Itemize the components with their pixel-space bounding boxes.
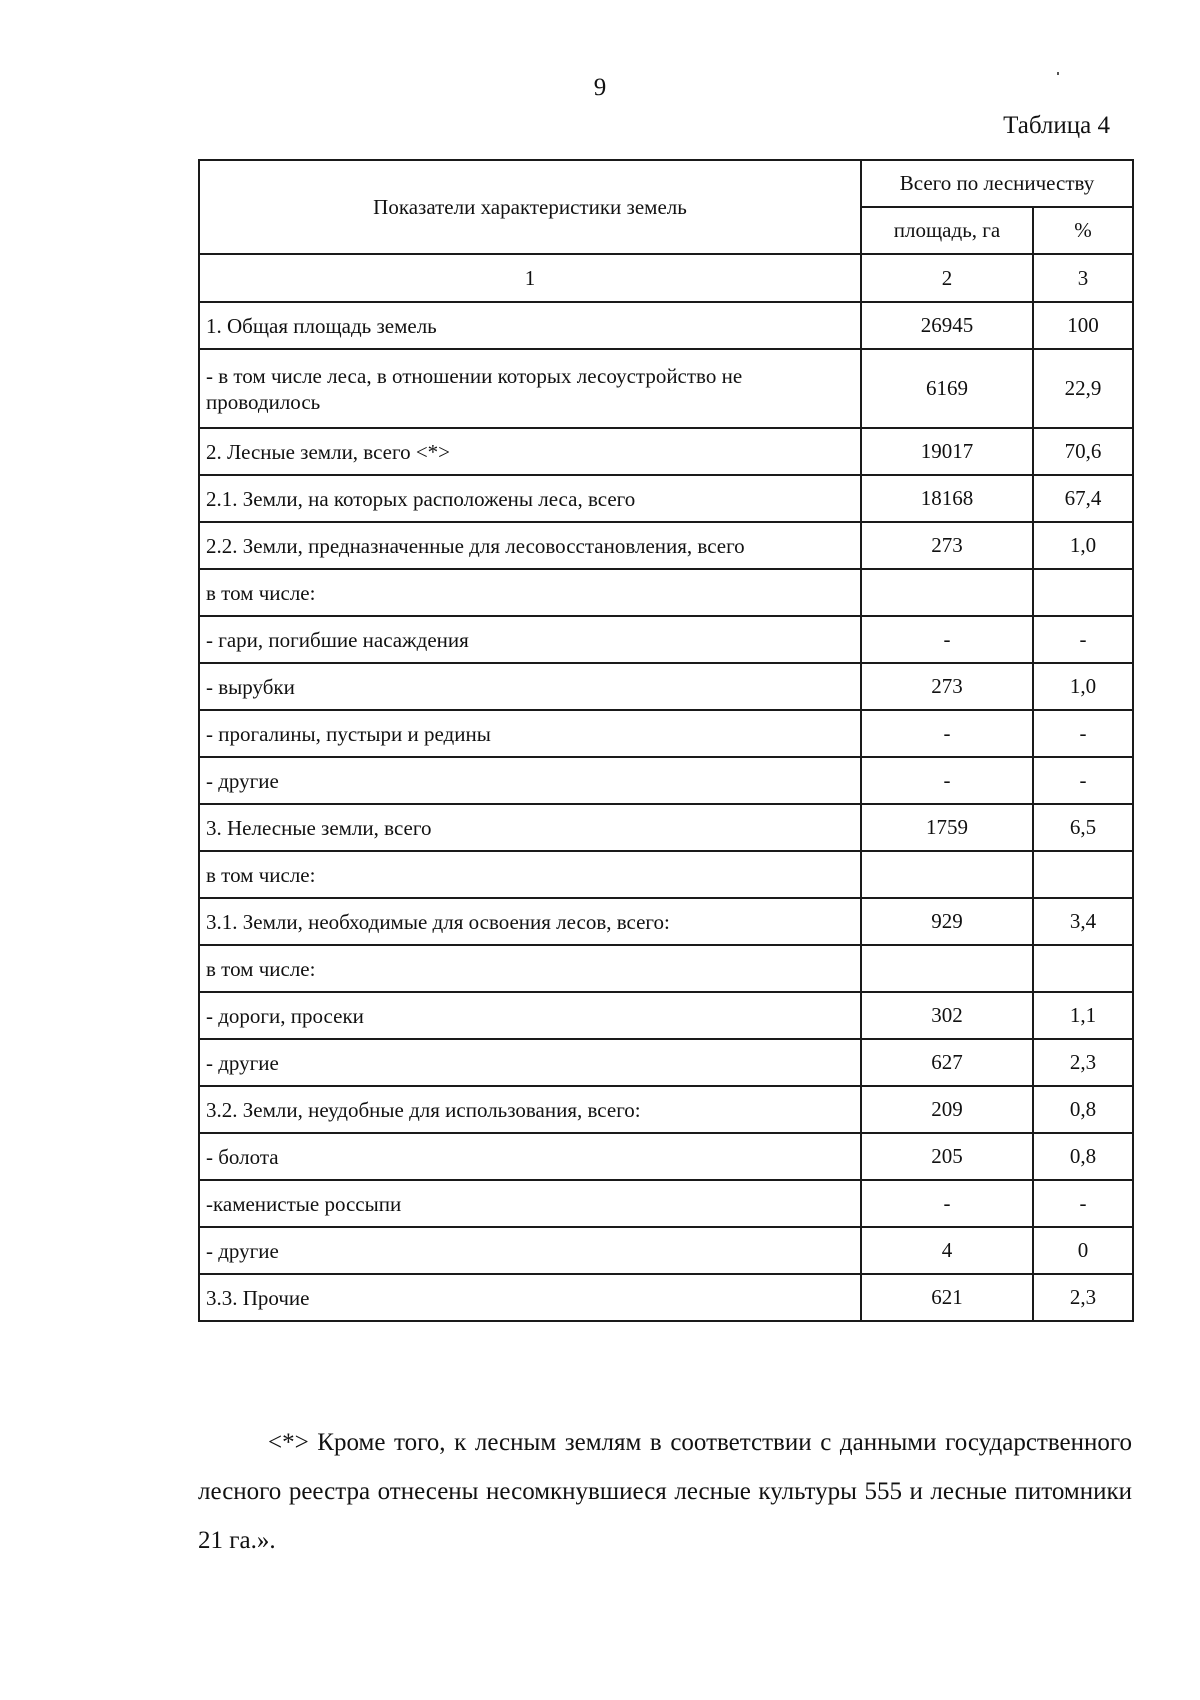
row-label: - другие (199, 757, 861, 804)
row-area: - (861, 757, 1033, 804)
row-area: 273 (861, 522, 1033, 569)
row-percent: 67,4 (1033, 475, 1133, 522)
row-percent: 0,8 (1033, 1133, 1133, 1180)
row-area: - (861, 710, 1033, 757)
table-row (199, 475, 1133, 522)
row-label: - дороги, просеки (199, 992, 861, 1039)
footnote: <*> Кроме того, к лесным землям в соответствии с данными государственного лесного реестра отнесены несомкнувшиеся лесные культуры 555 и лесные питомники 21 га.». (198, 1429, 1132, 1554)
row-percent: 22,9 (1033, 349, 1133, 428)
table-row (199, 945, 1133, 992)
table-row (199, 349, 1133, 428)
table-row (199, 302, 1133, 349)
row-label: 3. Нелесные земли, всего (199, 804, 861, 851)
row-label: 1. Общая площадь земель (199, 302, 861, 349)
row-area: 19017 (861, 428, 1033, 475)
table-row (199, 522, 1133, 569)
row-label: 2.1. Земли, на которых расположены леса, всего (199, 475, 861, 522)
row-area: 273 (861, 663, 1033, 710)
row-percent: 2,3 (1033, 1039, 1133, 1086)
table-row (199, 804, 1133, 851)
header-percent: % (1033, 207, 1133, 254)
row-label: -каменистые россыпи (199, 1180, 861, 1227)
row-label: 3.2. Земли, неудобные для использования, всего: (199, 1086, 861, 1133)
table-row (199, 1133, 1133, 1180)
row-area: 6169 (861, 349, 1033, 428)
row-area: 929 (861, 898, 1033, 945)
row-label: в том числе: (199, 851, 861, 898)
row-area: 4 (861, 1227, 1033, 1274)
row-percent: 1,0 (1033, 663, 1133, 710)
row-percent (1033, 851, 1133, 898)
row-percent: 6,5 (1033, 804, 1133, 851)
table-row (199, 710, 1133, 757)
row-percent: 3,4 (1033, 898, 1133, 945)
row-percent: 0 (1033, 1227, 1133, 1274)
row-label: 2.2. Земли, предназначенные для лесовосстановления, всего (199, 522, 861, 569)
table-row (199, 898, 1133, 945)
row-percent: - (1033, 757, 1133, 804)
row-label: - другие (199, 1039, 861, 1086)
header-indicator: Показатели характеристики земель (199, 160, 861, 254)
row-area: 302 (861, 992, 1033, 1039)
header-forestry-total: Всего по лесничеству (861, 160, 1133, 207)
table-row (199, 616, 1133, 663)
row-label: - болота (199, 1133, 861, 1180)
row-percent: 70,6 (1033, 428, 1133, 475)
row-percent: 100 (1033, 302, 1133, 349)
column-number: 2 (861, 254, 1033, 302)
row-percent: - (1033, 1180, 1133, 1227)
row-percent: - (1033, 616, 1133, 663)
table-row (199, 569, 1133, 616)
row-label: - вырубки (199, 663, 861, 710)
row-percent: 2,3 (1033, 1274, 1133, 1321)
row-area: 18168 (861, 475, 1033, 522)
column-number: 1 (199, 254, 861, 302)
row-percent: 1,0 (1033, 522, 1133, 569)
row-area: 1759 (861, 804, 1033, 851)
table-body (199, 302, 1133, 1321)
header-area: площадь, га (861, 207, 1033, 254)
table-row (199, 1086, 1133, 1133)
row-label: - гари, погибшие насаждения (199, 616, 861, 663)
row-label: - прогалины, пустыри и редины (199, 710, 861, 757)
row-area: 26945 (861, 302, 1033, 349)
page-number: 9 (593, 74, 607, 101)
row-label: 3.1. Земли, необходимые для освоения лесов, всего: (199, 898, 861, 945)
row-area: 621 (861, 1274, 1033, 1321)
row-percent: 1,1 (1033, 992, 1133, 1039)
table-header (199, 160, 1133, 302)
row-label: 2. Лесные земли, всего <*> (199, 428, 861, 475)
row-label: в том числе: (199, 945, 861, 992)
row-percent (1033, 945, 1133, 992)
row-label: - другие (199, 1227, 861, 1274)
row-area (861, 569, 1033, 616)
table-row (199, 992, 1133, 1039)
row-label: в том числе: (199, 569, 861, 616)
row-percent: - (1033, 710, 1133, 757)
row-area: 205 (861, 1133, 1033, 1180)
table-row (199, 851, 1133, 898)
table-row (199, 1274, 1133, 1321)
row-area (861, 945, 1033, 992)
table-row (199, 428, 1133, 475)
row-label: 3.3. Прочие (199, 1274, 861, 1321)
table-row (199, 1039, 1133, 1086)
row-area (861, 851, 1033, 898)
land-characteristics-table (198, 159, 1134, 1322)
table-row (199, 1180, 1133, 1227)
row-area: - (861, 616, 1033, 663)
row-area: 209 (861, 1086, 1033, 1133)
row-area: - (861, 1180, 1033, 1227)
table-row (199, 1227, 1133, 1274)
row-percent: 0,8 (1033, 1086, 1133, 1133)
table-row (199, 663, 1133, 710)
column-number: 3 (1033, 254, 1133, 302)
table-row (199, 757, 1133, 804)
table-caption: Таблица 4 (1003, 112, 1110, 139)
row-label: - в том числе леса, в отношении которых лесоустройство не проводилось (199, 349, 861, 428)
row-percent (1033, 569, 1133, 616)
row-area: 627 (861, 1039, 1033, 1086)
